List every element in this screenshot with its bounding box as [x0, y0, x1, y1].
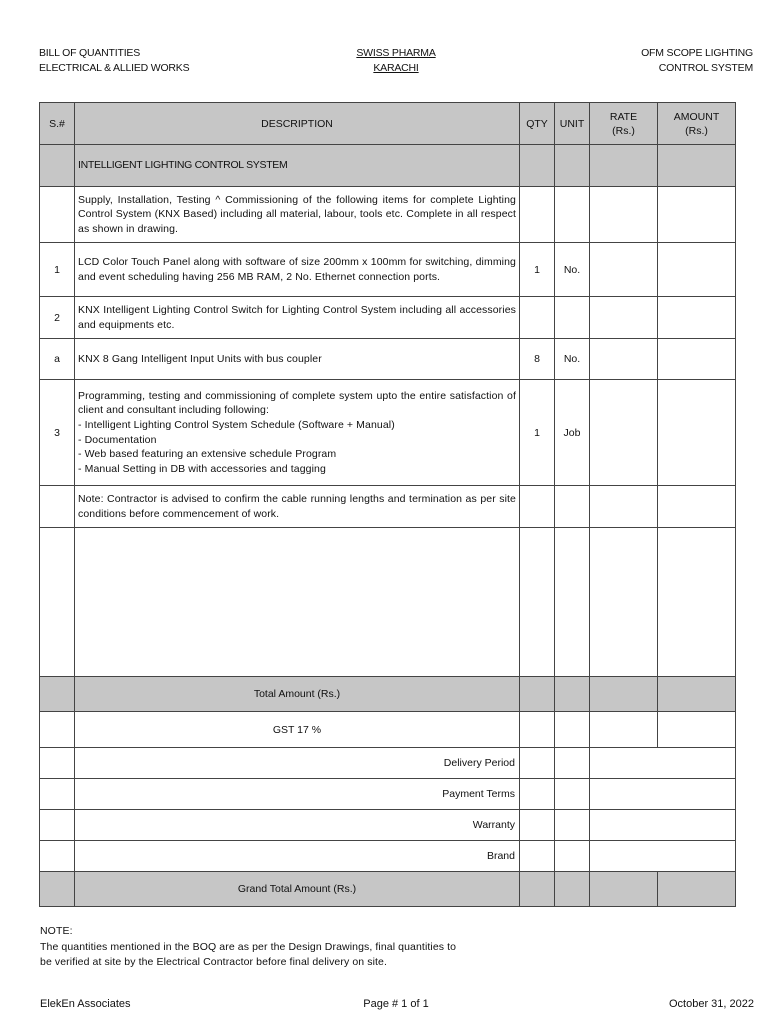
col-amount-header: AMOUNT (Rs.) [658, 103, 736, 145]
total-label: Total Amount (Rs.) [75, 677, 520, 712]
intro-row [40, 187, 736, 243]
item-description-main: Programming, testing and commissioning of complete system upto the entire satisfaction of client and consultant including following: [78, 389, 516, 417]
delivery-period-value [590, 748, 736, 779]
item-amount [658, 243, 736, 297]
table-row [40, 339, 736, 380]
item-unit: No. [555, 339, 590, 380]
item-rate [590, 380, 658, 486]
item-amount [658, 339, 736, 380]
brand-value [590, 841, 736, 872]
footer-page-number: Page # 1 of 1 [363, 998, 429, 1010]
item-sno: a [40, 339, 75, 380]
item-amount [658, 297, 736, 339]
intro-text: Supply, Installation, Testing ^ Commissioning of the following items for complete Lighting Control System (KNX Based) including all material, labour, tools etc. Complete in all respect as shown in drawing. [75, 187, 520, 243]
item-qty: 1 [520, 380, 555, 486]
note-text: be verified at site by the Electrical Contractor before final delivery on site. [40, 956, 387, 968]
item-sno: 3 [40, 380, 75, 486]
warranty-value [590, 810, 736, 841]
payment-terms-label: Payment Terms [75, 779, 520, 810]
item-qty: 8 [520, 339, 555, 380]
sub-item: - Intelligent Lighting Control System Schedule (Software + Manual) [78, 418, 395, 431]
item-description [75, 380, 520, 486]
note-row [40, 486, 736, 528]
item-description: KNX 8 Gang Intelligent Input Units with bus coupler [75, 339, 520, 380]
doc-subtitle: ELECTRICAL & ALLIED WORKS [39, 62, 190, 74]
boq-note [40, 924, 456, 971]
client-city: KARACHI [373, 62, 419, 74]
item-description: KNX Intelligent Lighting Control Switch for Lighting Control System including all accessories and equipments etc. [75, 297, 520, 339]
terms-row [40, 779, 736, 810]
gst-row [40, 712, 736, 748]
table-row [40, 380, 736, 486]
item-amount [658, 380, 736, 486]
footer-date: October 31, 2022 [668, 998, 754, 1010]
brand-label: Brand [75, 841, 520, 872]
item-qty: 1 [520, 243, 555, 297]
header-center [280, 46, 512, 76]
blank-row [40, 528, 736, 677]
grand-total-amount [658, 872, 736, 907]
note-title: NOTE: [40, 925, 73, 937]
scope-subtitle: CONTROL SYSTEM [658, 62, 753, 74]
item-sno: 2 [40, 297, 75, 339]
col-rate-header: RATE (Rs.) [590, 103, 658, 145]
scope-title: OFM SCOPE LIGHTING [641, 47, 753, 59]
terms-row [40, 841, 736, 872]
sub-item: - Web based featuring an extensive schedule Program [78, 448, 337, 461]
item-unit: Job [555, 380, 590, 486]
col-unit-header: UNIT [555, 103, 590, 145]
terms-row [40, 810, 736, 841]
item-unit [555, 297, 590, 339]
gst-amount [658, 712, 736, 748]
header-left [39, 46, 189, 76]
table-row [40, 243, 736, 297]
payment-terms-value [590, 779, 736, 810]
doc-title: BILL OF QUANTITIES [39, 47, 141, 59]
table-header-row [40, 103, 736, 145]
gst-label: GST 17 % [75, 712, 520, 748]
header-right [641, 46, 753, 76]
sub-item: - Manual Setting in DB with accessories and tagging [78, 462, 326, 475]
warranty-label: Warranty [75, 810, 520, 841]
item-rate [590, 339, 658, 380]
grand-total-row [40, 872, 736, 907]
table-row [40, 297, 736, 339]
delivery-period-label: Delivery Period [75, 748, 520, 779]
col-description-header: DESCRIPTION [75, 103, 520, 145]
client-name: SWISS PHARMA [356, 47, 436, 59]
item-sno: 1 [40, 243, 75, 297]
footer-company: ElekEn Associates [40, 998, 131, 1010]
note-text: The quantities mentioned in the BOQ are as per the Design Drawings, final quantities to [40, 940, 457, 953]
item-qty [520, 297, 555, 339]
col-sno-header: S.# [40, 103, 75, 145]
item-rate [590, 297, 658, 339]
sub-item: - Documentation [78, 433, 157, 446]
col-qty-header: QTY [520, 103, 555, 145]
item-unit: No. [555, 243, 590, 297]
boq-table [39, 102, 736, 907]
terms-row [40, 748, 736, 779]
total-row [40, 677, 736, 712]
item-rate [590, 243, 658, 297]
section-title-row [40, 145, 736, 187]
grand-total-label: Grand Total Amount (Rs.) [75, 872, 520, 907]
item-description: LCD Color Touch Panel along with software of size 200mm x 100mm for switching, dimming and event scheduling having 256 MB RAM, 2 No. Ethernet connection ports. [75, 243, 520, 297]
contractor-note: Note: Contractor is advised to confirm the cable running lengths and termination as per site conditions before commencement of work. [75, 486, 520, 528]
section-title: INTELLIGENT LIGHTING CONTROL SYSTEM [75, 145, 520, 187]
total-amount [658, 677, 736, 712]
